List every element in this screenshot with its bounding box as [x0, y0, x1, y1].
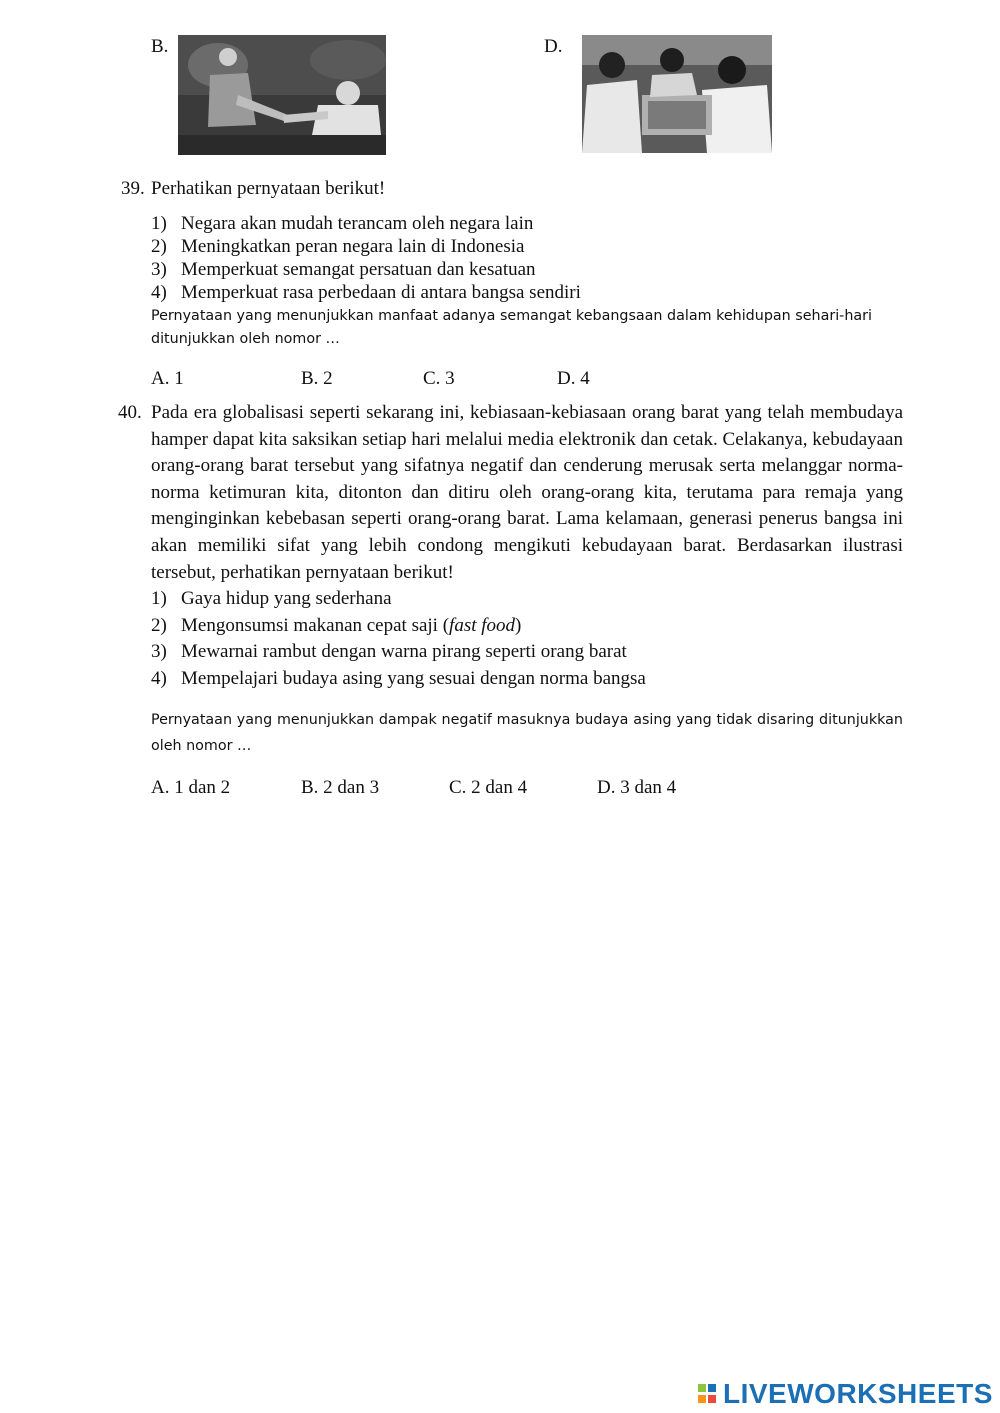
option-b-label: B.	[151, 36, 169, 57]
item-number: 2)	[151, 614, 167, 636]
list-item	[151, 666, 891, 693]
watermark-text: LIVEWORKSHEETS	[723, 1378, 993, 1409]
liveworksheets-watermark[interactable]	[697, 1378, 993, 1410]
item-text: Mengonsumsi makanan cepat saji (	[181, 614, 450, 636]
item-text-italic: fast food	[449, 614, 516, 636]
q39-stem: Perhatikan pernyataan berikut!	[151, 178, 386, 199]
item-text: Meningkatkan peran negara lain di Indonesia	[181, 236, 525, 257]
list-item	[151, 613, 891, 640]
q39-statement-list	[151, 211, 891, 303]
q40-option-d[interactable]: D. 3 dan 4	[597, 777, 677, 798]
item-number: 1)	[151, 588, 167, 609]
item-text-end: )	[515, 614, 522, 636]
q40-paragraph: Pada era globalisasi seperti sekarang ini, kebiasaan-kebiasaan orang barat yang telah membudaya hamper dapat kita saksikan setiap hari melalui media elektronik dan cetak. Celakanya, kebudayaan orang-orang barat tersebut yang sifatnya negatif dan cenderung merusak serta melanggar norma-norma ketimuran kita, ditonton dan ditiru oleh orang-orang kita, terutama para remaja yang menginginkan kebebasan seperti orang-orang barat. Lama kelamaan, generasi penerus bangsa ini akan memiliki sifat yang lebih condong mengikuti kebudayaan barat. Berdasarkan ilustrasi tersebut, perhatikan pernyataan berikut!	[151, 402, 903, 583]
q39-number: 39.	[121, 178, 145, 199]
q39-option-d[interactable]: D. 4	[557, 368, 590, 389]
q40-number: 40.	[118, 402, 142, 423]
item-text: Gaya hidup yang sederhana	[181, 588, 392, 609]
list-item	[151, 211, 891, 234]
item-text: Memperkuat semangat persatuan dan kesatuan	[181, 259, 536, 280]
option-d-label: D.	[544, 36, 563, 57]
list-item	[151, 280, 891, 303]
q40-option-b[interactable]: B. 2 dan 3	[301, 777, 380, 798]
liveworksheets-logo-icon	[697, 1383, 719, 1405]
q40-question: Pernyataan yang menunjukkan dampak negatif masuknya budaya asing yang tidak disaring ditunjukkan oleh nomor …	[151, 712, 903, 754]
option-d-image[interactable]	[582, 35, 772, 153]
list-item	[151, 586, 891, 613]
q39-question: Pernyataan yang menunjukkan manfaat adanya semangat kebangsaan dalam kehidupan sehari-hari ditunjukkan oleh nomor …	[151, 308, 873, 347]
q40-option-a[interactable]: A. 1 dan 2	[151, 777, 231, 798]
item-number: 1)	[151, 213, 167, 234]
q39-option-b[interactable]: B. 2	[301, 368, 333, 389]
list-item	[151, 234, 891, 257]
item-text: Mewarnai rambut dengan warna pirang seperti orang barat	[181, 641, 627, 663]
item-number: 3)	[151, 641, 167, 663]
q39-option-c[interactable]: C. 3	[423, 368, 455, 389]
item-number: 4)	[151, 667, 167, 689]
item-text: Mempelajari budaya asing yang sesuai dengan norma bangsa	[181, 667, 646, 689]
list-item	[151, 257, 891, 280]
item-text: Negara akan mudah terancam oleh negara lain	[181, 213, 534, 234]
item-number: 2)	[151, 236, 167, 257]
q40-statement-list	[151, 586, 891, 692]
q40-option-c[interactable]: C. 2 dan 4	[449, 777, 528, 798]
item-number: 3)	[151, 259, 167, 280]
item-number: 4)	[151, 282, 167, 303]
option-b-image[interactable]	[178, 35, 386, 155]
list-item	[151, 639, 891, 666]
item-text: Memperkuat rasa perbedaan di antara bangsa sendiri	[181, 282, 581, 303]
q39-option-a[interactable]: A. 1	[151, 368, 184, 389]
